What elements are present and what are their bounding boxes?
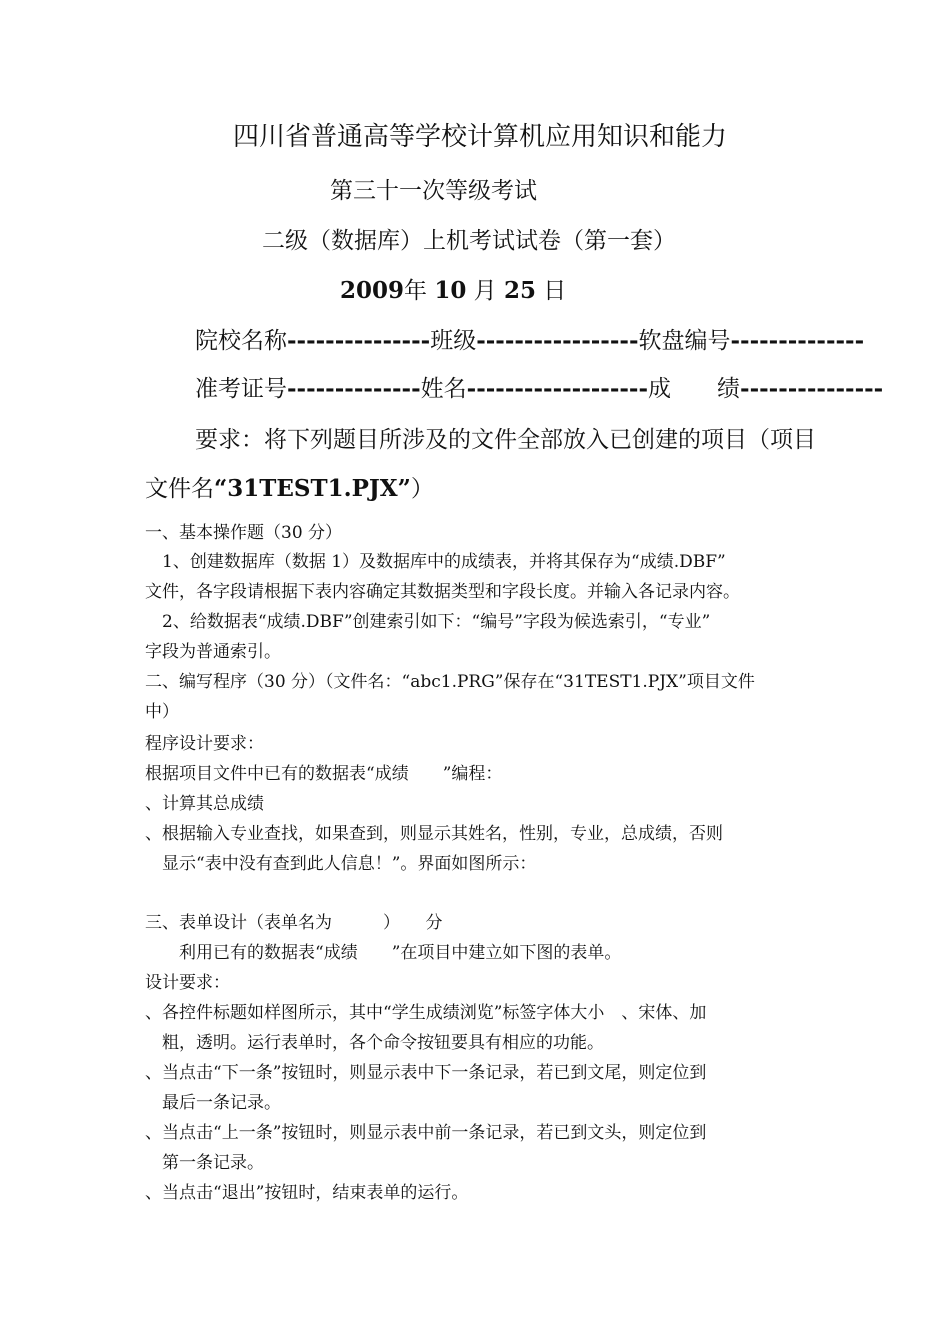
- disk-number-label: 软盘编号: [638, 328, 731, 354]
- date-day: 25: [503, 277, 536, 304]
- name-label: 姓名: [420, 376, 467, 402]
- design-item-2-line-2: 最后一条记录。: [145, 1093, 281, 1113]
- program-intro: 根据项目文件中已有的数据表“成绩 ”编程：: [145, 764, 503, 784]
- requirement-prefix: 文件名: [145, 476, 214, 502]
- exam-date: [340, 272, 566, 305]
- design-item-1-line-1: 、各控件标题如样图所示，其中“学生成绩浏览”标签字体大小 、宋体、加: [145, 1003, 707, 1023]
- task-1-2-line-2: 字段为普通索引。: [145, 642, 281, 662]
- section-3-heading: 三、表单设计（表单名为 ） 分: [145, 913, 443, 933]
- requirement-line-2: [145, 470, 434, 503]
- program-item-1: 、计算其总成绩: [145, 794, 264, 814]
- program-item-2-line-2: 显示“表中没有查到此人信息！”。界面如图所示：: [145, 854, 537, 874]
- design-item-1-line-2: 粗，透明。运行表单时，各个命令按钮要具有相应的功能。: [145, 1033, 604, 1053]
- section-2-heading-cont: 中）: [145, 702, 179, 722]
- task-1-1-line-2: 文件，各字段请根据下表内容确定其数据类型和字段长度。并输入各记录内容。: [145, 582, 740, 602]
- name-blank: -------------------: [466, 375, 649, 402]
- program-requirements-label: 程序设计要求：: [145, 734, 264, 754]
- exam-id-label: 准考证号: [195, 376, 287, 402]
- date-year-unit: 年: [404, 278, 428, 304]
- paper-title: 二级（数据库）上机考试试卷（第一套）: [262, 228, 676, 254]
- program-item-2-line-1: 、根据输入专业查找，如果查到，则显示其姓名，性别，专业，总成绩，否则: [145, 824, 723, 844]
- design-item-2-line-1: 、当点击“下一条”按钮时，则显示表中下一条记录，若已到文尾，则定位到: [145, 1063, 707, 1083]
- exam-title: 四川省普通高等学校计算机应用知识和能力: [233, 122, 728, 152]
- project-filename: “31TEST1.PJX”: [214, 475, 411, 502]
- section-2-heading: 二、编写程序（30 分）（文件名：“abc1.PRG”保存在“31TEST1.PJX”项目文件: [145, 672, 755, 692]
- exam-subtitle: 第三十一次等级考试: [330, 178, 537, 204]
- requirement-line-1: 要求：将下列题目所涉及的文件全部放入已创建的项目（项目: [195, 427, 816, 453]
- date-month-unit: 月: [473, 278, 497, 304]
- task-1-2-line-1: 2、给数据表“成绩.DBF”创建索引如下：“编号”字段为候选索引，“专业”: [145, 612, 711, 632]
- design-item-4: 、当点击“退出”按钮时，结束表单的运行。: [145, 1183, 469, 1203]
- school-blank: ---------------: [287, 327, 431, 354]
- requirement-suffix: ）: [410, 476, 434, 502]
- section-1-heading: 一、基本操作题（30 分）: [145, 523, 343, 543]
- disk-number-blank: --------------: [730, 327, 865, 354]
- exam-id-blank: --------------: [287, 375, 421, 402]
- task-1-1-line-1: 1、创建数据库（数据 1）及数据库中的成绩表，并将其保存为“成绩.DBF”: [145, 552, 726, 572]
- score-label: 成 绩: [648, 376, 741, 402]
- date-year: 2009: [340, 277, 405, 304]
- design-item-3-line-1: 、当点击“上一条”按钮时，则显示表中前一条记录，若已到文头，则定位到: [145, 1123, 707, 1143]
- form-intro: 利用已有的数据表“成绩 ”在项目中建立如下图的表单。: [145, 943, 622, 963]
- date-day-unit: 日: [543, 278, 567, 304]
- design-item-3-line-2: 第一条记录。: [145, 1153, 264, 1173]
- design-requirements-label: 设计要求：: [145, 973, 230, 993]
- score-blank: ---------------: [740, 375, 884, 402]
- school-label: 院校名称: [195, 328, 287, 354]
- date-month: 10: [434, 277, 467, 304]
- fields-line-1: [195, 322, 864, 355]
- class-blank: -----------------: [476, 327, 639, 354]
- class-label: 班级: [430, 328, 477, 354]
- fields-line-2: [195, 370, 883, 403]
